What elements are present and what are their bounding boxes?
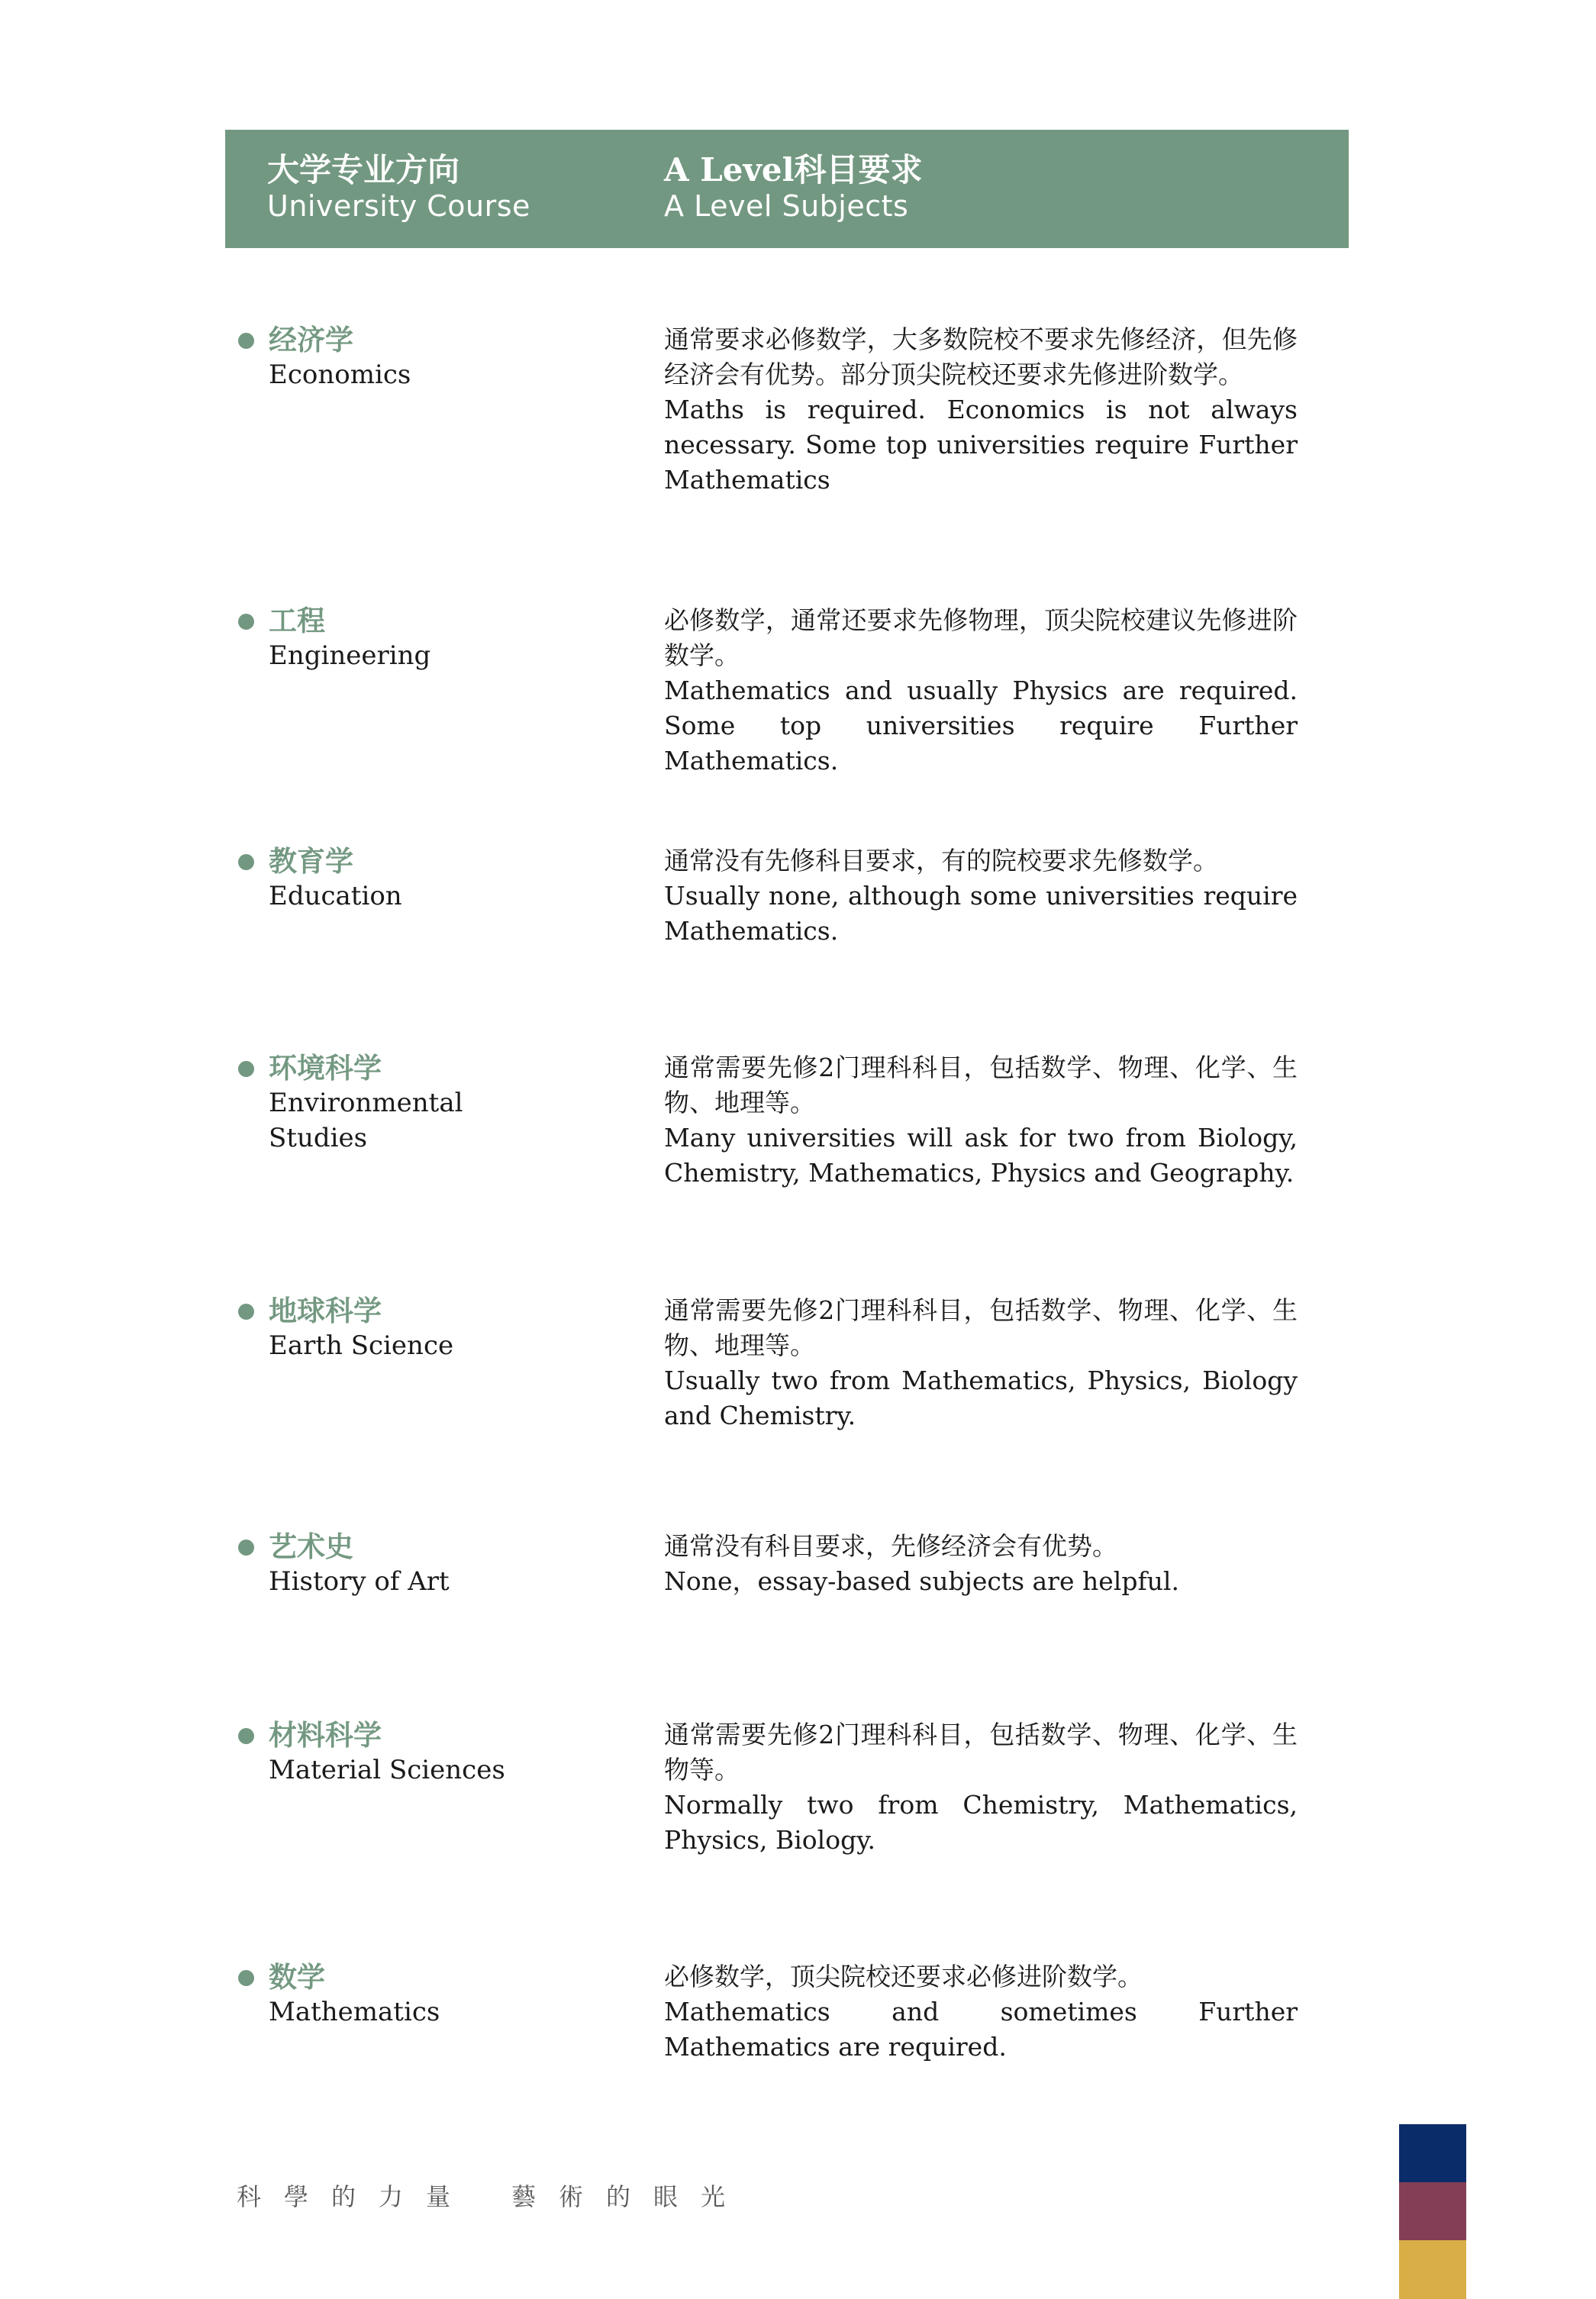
course-name-zh: 工程: [269, 604, 325, 637]
course-name-zh: 环境科学: [269, 1051, 382, 1085]
course-name: [269, 1959, 635, 2030]
subject-requirements: [664, 603, 1298, 779]
requirements-zh: 必修数学，顶尖院校还要求必修进阶数学。: [664, 1962, 1143, 1991]
table-header: [225, 130, 1349, 248]
course-name-zh: 材料科学: [269, 1718, 382, 1752]
course-name: [269, 843, 635, 914]
requirements-zh: 通常没有先修科目要求，有的院校要求先修数学。: [664, 846, 1218, 875]
subject-requirements: [664, 322, 1298, 498]
requirements-zh: 通常要求必修数学，大多数院校不要求先修经济，但先修经济会有优势。部分顶尖院校还要求先修进阶数学。: [664, 324, 1298, 389]
header-course-column: [267, 151, 530, 223]
course-name-zh: 经济学: [269, 323, 353, 356]
course-name-en: History of Art: [269, 1566, 450, 1597]
requirements-en: Usually none, although some universities require Mathematics.: [664, 881, 1298, 946]
header-subjects-zh: A Level科目要求: [664, 151, 923, 189]
bullet-dot: [238, 1728, 254, 1744]
footer-slogan: [237, 2178, 748, 2213]
bullet-dot: [238, 1540, 254, 1556]
requirements-en: Normally two from Chemistry, Mathematics, Physics, Biology.: [664, 1790, 1298, 1855]
subject-requirements: [664, 1717, 1298, 1858]
requirements-en: Mathematics and sometimes Further Mathematics are required.: [664, 1997, 1298, 2062]
requirements-zh: 通常需要先修2门理科科目，包括数学、物理、化学、生物等。: [664, 1720, 1298, 1785]
header-subjects-column: [664, 151, 923, 223]
course-name-en: Education: [269, 881, 402, 911]
course-name-zh: 教育学: [269, 844, 353, 878]
course-name: [269, 322, 635, 392]
header-course-zh: 大学专业方向: [267, 151, 460, 189]
requirements-en: Mathematics and usually Physics are required. Some top universities require Further Mathematics.: [664, 676, 1298, 775]
requirements-zh: 通常没有科目要求，先修经济会有优势。: [664, 1531, 1117, 1561]
requirements-en: None，essay-based subjects are helpful.: [664, 1566, 1179, 1596]
bullet-dot: [238, 614, 254, 630]
subject-requirements: [664, 1959, 1298, 2065]
course-name-en: Mathematics: [269, 1997, 440, 2027]
course-name: [269, 1529, 635, 1599]
course-name: [269, 1717, 635, 1788]
requirements-zh: 必修数学，通常还要求先修物理，顶尖院校建议先修进阶数学。: [664, 605, 1298, 670]
course-name: [269, 1050, 635, 1156]
subject-requirements: [664, 1293, 1298, 1433]
bullet-dot: [238, 1970, 254, 1986]
subject-requirements: [664, 843, 1298, 949]
bullet-dot: [238, 333, 254, 349]
header-course-en: University Course: [267, 189, 530, 223]
requirements-zh: 通常需要先修2门理科科目，包括数学、物理、化学、生物、地理等。: [664, 1295, 1298, 1360]
requirements-zh: 通常需要先修2门理科科目，包括数学、物理、化学、生物、地理等。: [664, 1053, 1298, 1117]
course-name-zh: 艺术史: [269, 1530, 353, 1563]
bullet-dot: [238, 1061, 254, 1077]
header-subjects-en: A Level Subjects: [664, 189, 909, 223]
course-name-en: Material Sciences: [269, 1755, 505, 1785]
course-name-zh: 地球科学: [269, 1294, 382, 1327]
course-name-en: Economics: [269, 360, 411, 390]
color-block-wine: [1399, 2182, 1466, 2240]
color-block-gold: [1399, 2240, 1466, 2299]
color-block-navy: [1399, 2124, 1466, 2182]
requirements-en: Usually two from Mathematics, Physics, Biology and Chemistry.: [664, 1366, 1298, 1430]
bullet-dot: [238, 1304, 254, 1320]
course-name-en: Engineering: [269, 640, 431, 671]
course-name-zh: 数学: [269, 1960, 325, 1994]
requirements-en: Many universities will ask for two from Biology, Chemistry, Mathematics, Physics and Geography.: [664, 1123, 1298, 1188]
slogan-art: 藝術的眼光: [511, 2182, 749, 2211]
slogan-science: 科學的力量: [237, 2182, 474, 2211]
course-name: [269, 603, 635, 673]
course-name-en: Earth Science: [269, 1330, 454, 1361]
requirements-en: Maths is required. Economics is not always necessary. Some top universities require Further Mathematics: [664, 395, 1298, 495]
subject-requirements: [664, 1529, 1298, 1599]
bullet-dot: [238, 854, 254, 870]
course-name-en: Environmental Studies: [269, 1088, 463, 1153]
subject-requirements: [664, 1050, 1298, 1191]
course-name: [269, 1293, 635, 1363]
